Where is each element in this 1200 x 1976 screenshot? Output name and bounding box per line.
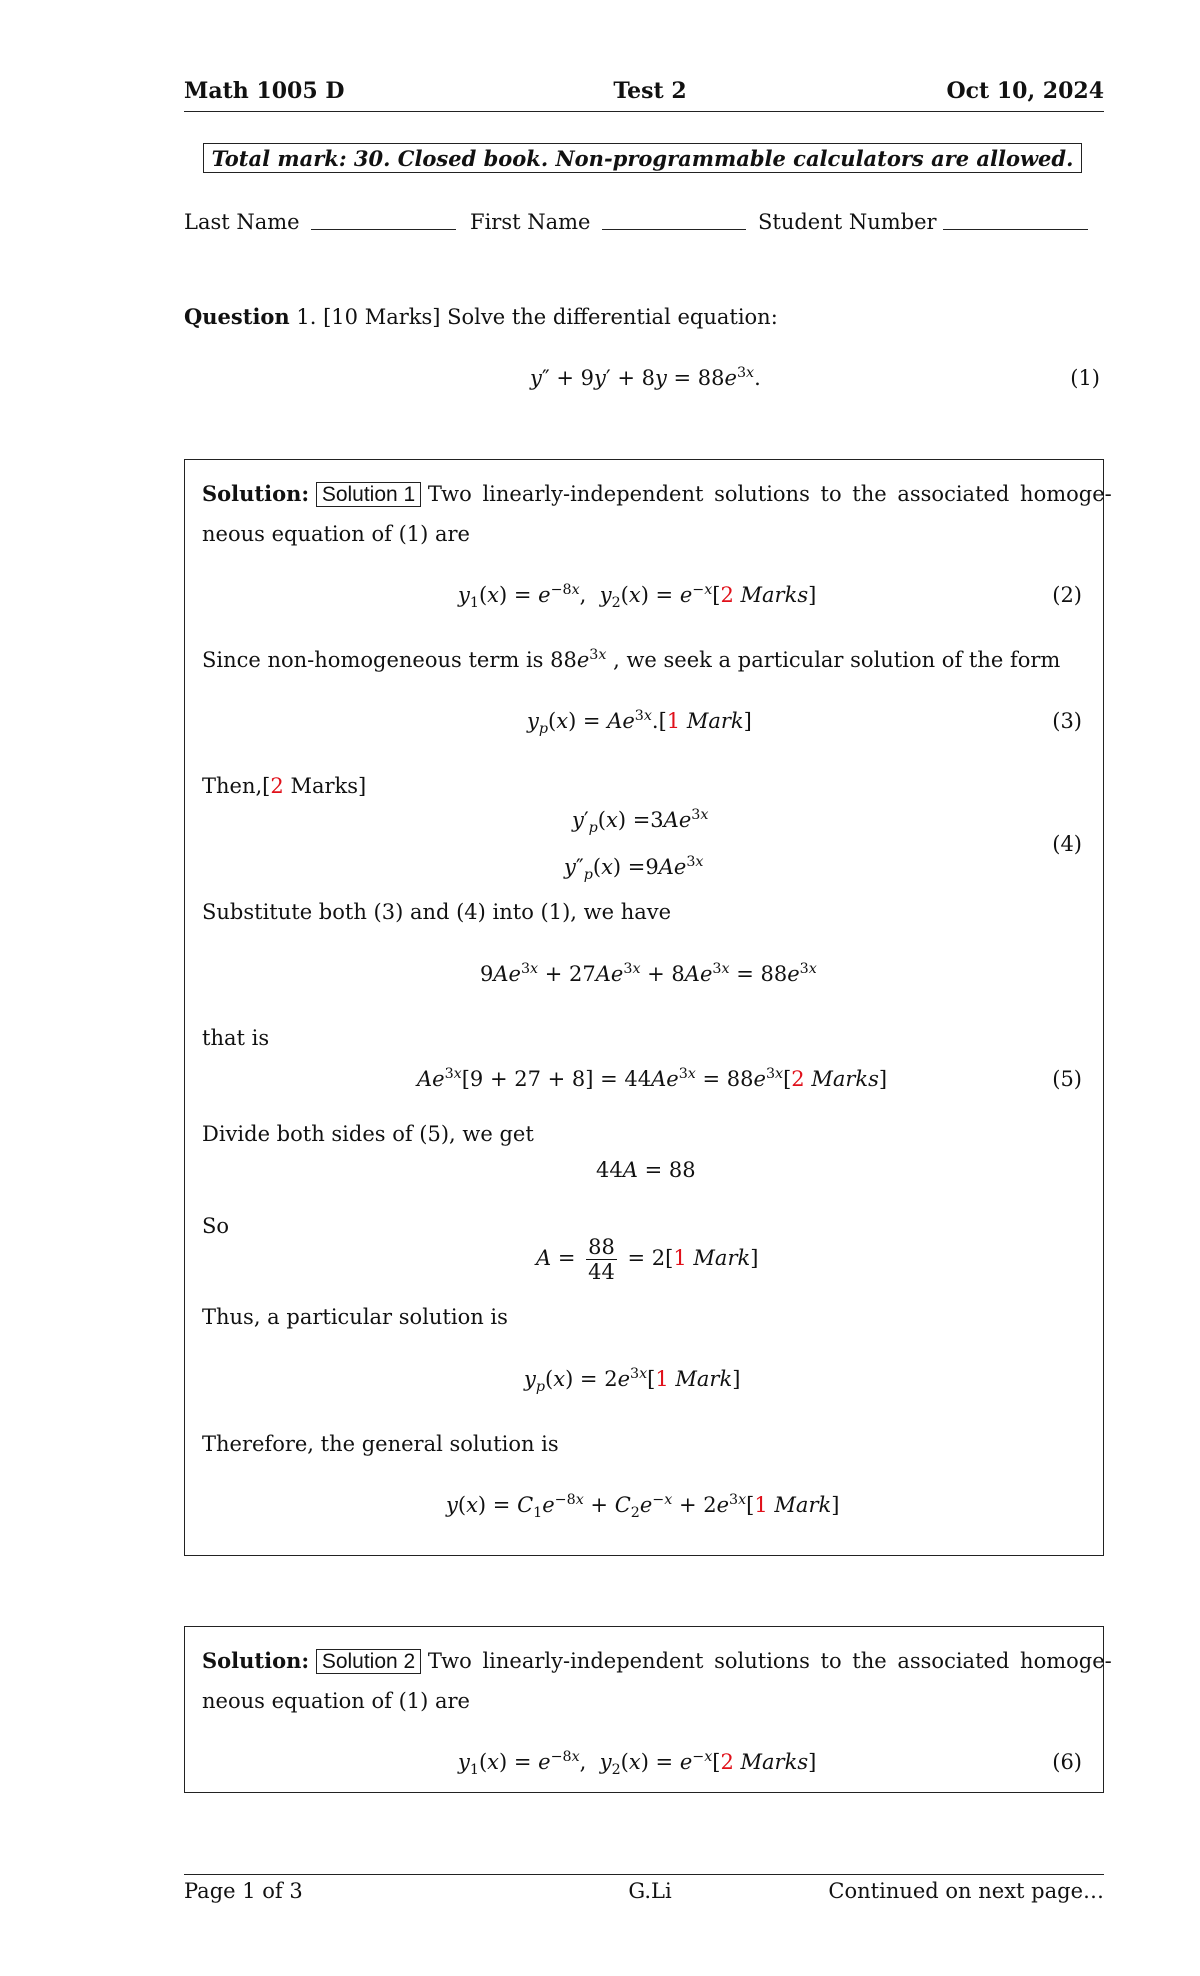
student-number-field[interactable] — [943, 229, 1088, 230]
solution-1-intro-line2: neous equation of (1) are — [202, 522, 470, 546]
a-marks: 1 — [673, 1246, 687, 1270]
that-is-line: that is — [202, 1026, 270, 1050]
substitute-line: Substitute both (3) and (4) into (1), we have — [202, 900, 672, 924]
solution-1-intro — [202, 474, 1112, 515]
author: G.Li — [628, 1879, 672, 1903]
then-line: Then,[2 Marks] — [202, 774, 367, 798]
eq2-marks: 2 — [720, 583, 734, 607]
first-name-field[interactable] — [602, 229, 746, 230]
solution-1-tag: Solution 1 — [316, 482, 421, 507]
then-marks: 2 — [270, 774, 284, 798]
yp-marks: 1 — [655, 1367, 669, 1391]
student-number-label: Student Number — [758, 210, 937, 234]
then-marks-word: Marks — [290, 774, 359, 798]
solution-1-box — [184, 459, 1104, 1556]
solution-2-intro-line1: Two linearly-independent solutions to the associated homoge- — [427, 1649, 1112, 1673]
divide-line: Divide both sides of (5), we get — [202, 1122, 534, 1146]
page-number: Page 1 of 3 — [184, 1879, 303, 1903]
equation-6: $y_1(x) = e^{-8x}$, $y_2(x) = e^{-x}[2$ Marks] — [458, 1749, 817, 1779]
solution-2-intro-line2: neous equation of (1) are — [202, 1689, 470, 1713]
equation-a-value: A = $\frac{88}{44}$ = 2[1 Mark] — [536, 1235, 759, 1284]
equation-number-1: (1) — [1070, 366, 1100, 390]
since-pre: Since non-homogeneous term is — [202, 648, 544, 672]
question-label: Question — [184, 304, 290, 329]
question-text: 1. [10 Marks] Solve the differential equation: — [296, 305, 778, 329]
equation-4b: $y''_p(x) =9Ae^{3x}$ — [564, 854, 704, 884]
so-line: So — [202, 1214, 230, 1238]
first-name-label: First Name — [470, 210, 591, 234]
equation-4a: $y'_p(x) =3Ae^{3x}$ — [572, 807, 709, 837]
equation-number-3: (3) — [1052, 709, 1082, 733]
last-name-label: Last Name — [184, 210, 300, 234]
general-marks: 1 — [754, 1493, 768, 1517]
eq5-marks: 2 — [791, 1067, 805, 1091]
equation-3: $y_p(x) = Ae^{3x}.[1$ Mark] — [527, 708, 752, 738]
equation-44a: 44A = 88 — [596, 1158, 696, 1182]
equation-number-6: (6) — [1052, 1750, 1082, 1774]
solution-2-intro — [202, 1641, 1112, 1682]
equation-number-5: (5) — [1052, 1067, 1082, 1091]
eq6-marks: 2 — [720, 1750, 734, 1774]
equation-substituted: $9Ae^{3x} + 27Ae^{3x} + 8Ae^{3x} = 88e^{3x}$ — [480, 961, 817, 986]
continued-note: Continued on next page… — [828, 1879, 1104, 1903]
equation-number-4: (4) — [1052, 832, 1082, 856]
equation-number-2: (2) — [1052, 583, 1082, 607]
exam-notice: Total mark: 30. Closed book. Non-programmable calculators are allowed. — [203, 143, 1082, 173]
since-line: Since non-homogeneous term is $88e^{3x}$ , we seek a particular solution of the form — [202, 647, 1061, 672]
then-label: Then, — [202, 774, 263, 798]
solution-2-prefix: Solution: — [202, 1648, 310, 1673]
solution-1-prefix: Solution: — [202, 481, 310, 506]
solution-1-intro-line1: Two linearly-independent solutions to the associated homoge- — [427, 482, 1112, 506]
last-name-field[interactable] — [311, 229, 456, 230]
equation-particular: $y_p(x) = 2e^{3x}[1$ Mark] — [524, 1366, 741, 1396]
solution-2-tag: Solution 2 — [316, 1649, 421, 1674]
equation-1: $y'' + 9y' + 8y = 88e^{3x}$. — [530, 365, 761, 390]
equation-2: $y_1(x) = e^{-8x}$, $y_2(x) = e^{-x}[2$ Marks] — [458, 582, 817, 612]
test-title: Test 2 — [613, 78, 687, 104]
eq3-marks: 1 — [666, 709, 681, 733]
thus-line: Thus, a particular solution is — [202, 1305, 508, 1329]
question-prompt — [184, 297, 778, 337]
footer-rule — [184, 1874, 1104, 1875]
header-rule — [184, 111, 1104, 112]
therefore-line: Therefore, the general solution is — [202, 1432, 559, 1456]
test-date: Oct 10, 2024 — [946, 78, 1104, 104]
equation-5: $Ae^{3x}[9 + 27 + 8] = 44Ae^{3x} = 88e^{3x}[2$ Marks] — [417, 1066, 888, 1091]
equation-general: $y(x) = C_1e^{-8x} + C_2e^{-x} + 2e^{3x}[1$ Mark] — [446, 1492, 840, 1522]
course-title: Math 1005 D — [184, 78, 345, 104]
since-post: , we seek a particular solution of the form — [613, 648, 1061, 672]
